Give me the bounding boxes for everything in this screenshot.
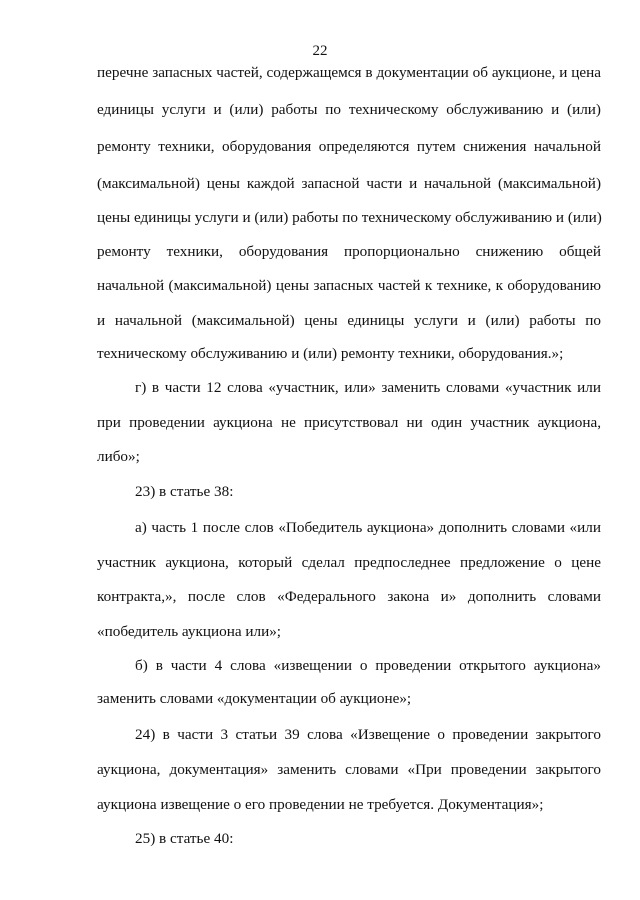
page-number: 22 xyxy=(312,43,328,59)
text-line: б) в части 4 слова «извещении о проведении открытого аукциона» xyxy=(135,657,601,674)
text-line: заменить словами «документации об аукционе»; xyxy=(97,690,412,707)
text-line: г) в части 12 слова «участник, или» заменить словами «участник или xyxy=(135,379,601,396)
text-line: ремонту техники, оборудования пропорционально снижению общей xyxy=(97,243,601,260)
text-line: аукциона, документация» заменить словами «При проведении закрытого xyxy=(97,761,601,778)
text-line: аукциона извещение о его проведении не требуется. Документация»; xyxy=(97,796,544,813)
text-line: (максимальной) цены каждой запасной части и начальной (максимальной) xyxy=(97,175,601,192)
text-line: цены единицы услуги и (или) работы по техническому обслуживанию и (или) xyxy=(97,209,602,226)
text-line: начальной (максимальной) цены запасных частей к технике, к оборудованию xyxy=(97,277,601,294)
text-line: техническому обслуживанию и (или) ремонту техники, оборудования.»; xyxy=(97,345,564,362)
text-line: перечне запасных частей, содержащемся в документации об аукционе, и цена xyxy=(97,64,601,81)
text-line: а) часть 1 после слов «Победитель аукциона» дополнить словами «или xyxy=(135,519,601,536)
text-line: контракта,», после слов «Федерального закона и» дополнить словами xyxy=(97,588,601,605)
text-line: единицы услуги и (или) работы по техническому обслуживанию и (или) xyxy=(97,101,601,118)
text-line: ремонту техники, оборудования определяются путем снижения начальной xyxy=(97,138,601,155)
text-line: либо»; xyxy=(97,448,140,465)
text-line: «победитель аукциона или»; xyxy=(97,623,282,640)
text-line: и начальной (максимальной) цены единицы услуги и (или) работы по xyxy=(97,312,601,329)
text-line: при проведении аукциона не присутствовал ни один участник аукциона, xyxy=(97,414,601,431)
text-line: 24) в части 3 статьи 39 слова «Извещение о проведении закрытого xyxy=(135,726,601,743)
text-line: 23) в статье 38: xyxy=(135,483,234,500)
text-line: 25) в статье 40: xyxy=(135,830,234,847)
text-line: участник аукциона, который сделал предпоследнее предложение о цене xyxy=(97,554,601,571)
